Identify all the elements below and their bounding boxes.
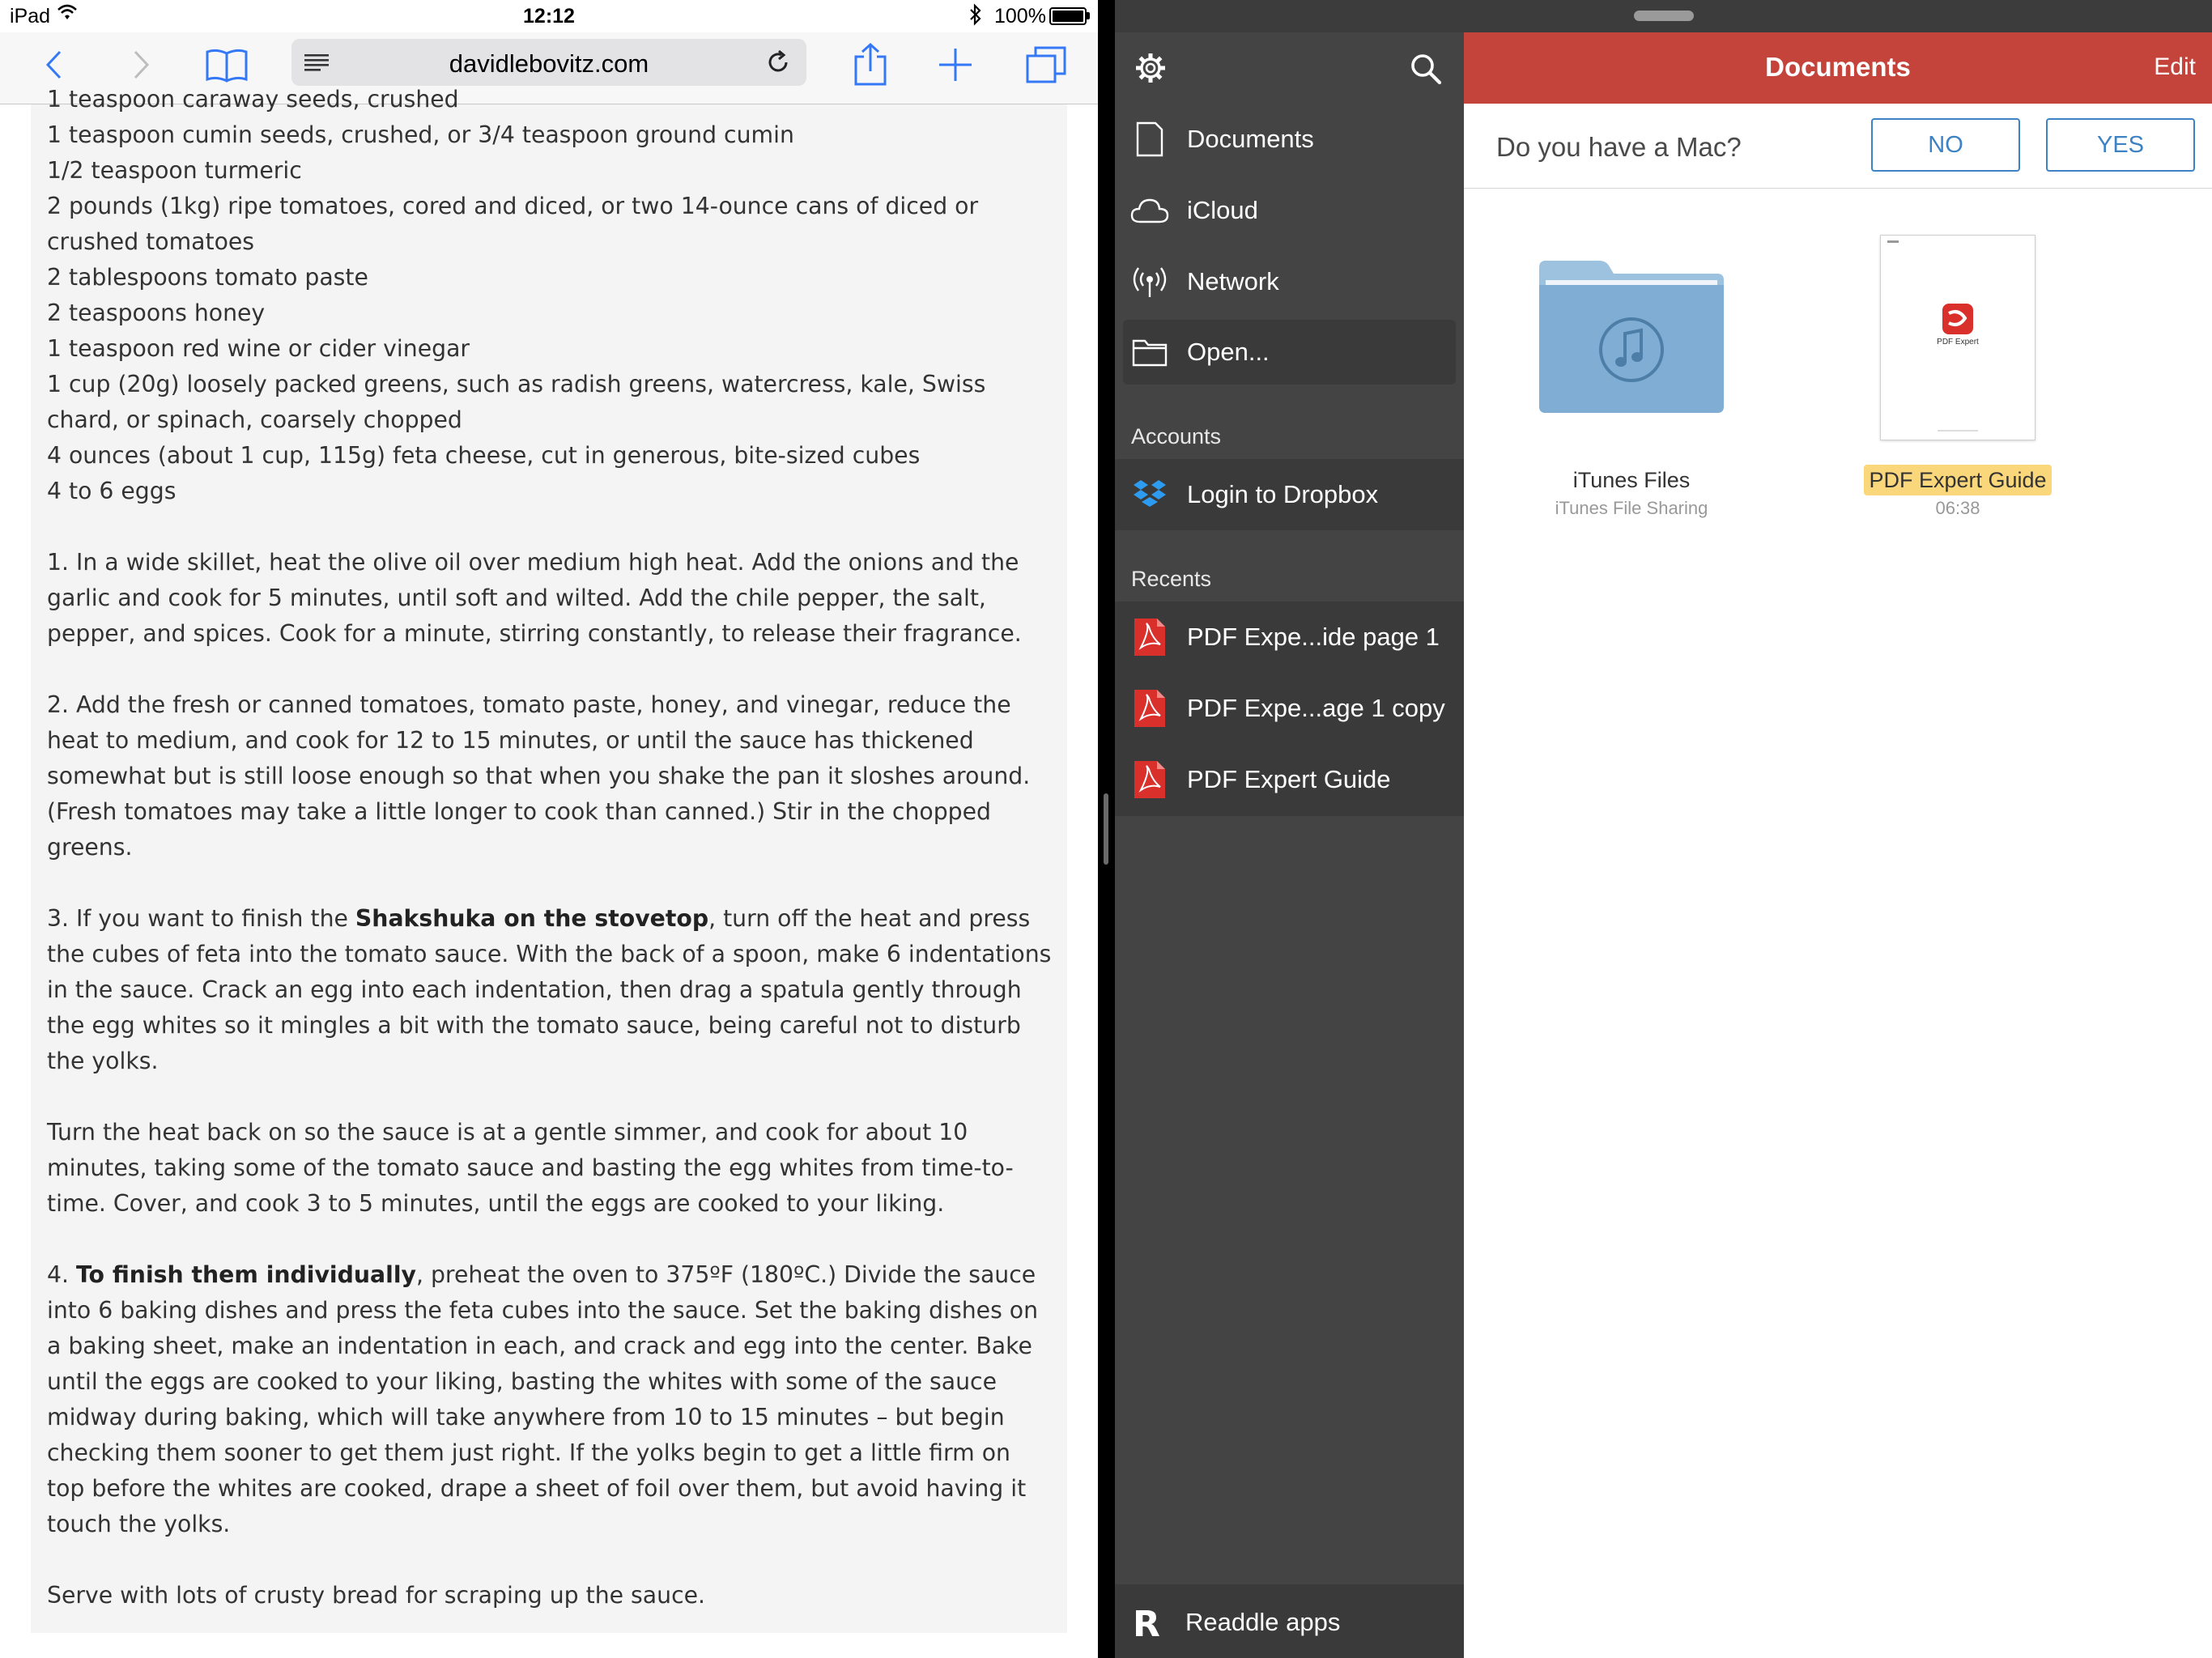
sidebar-item-label: PDF Expe...age 1 copy [1187, 694, 1445, 722]
text-run: touch the yolks. [47, 1511, 231, 1537]
chevron-left-icon [45, 49, 62, 80]
address-bar[interactable] [291, 39, 806, 86]
recents-heading: Recents [1131, 567, 1212, 591]
readdle-apps-label: Readdle apps [1185, 1608, 1341, 1636]
article-line [47, 153, 1059, 189]
battery-icon [1049, 7, 1087, 25]
text-run: 1 cup (20g) loosely packed greens, such as radish greens, watercress, kale, Swiss [47, 371, 986, 397]
paragraph-gap [47, 1542, 1059, 1578]
article-line [47, 901, 1059, 937]
sidebar-item-label: PDF Expert Guide [1187, 765, 1391, 793]
reload-icon[interactable] [764, 49, 792, 80]
recent-item[interactable] [1115, 602, 1464, 673]
text-run: in the sauce. Crack an egg into each indentation, then drag a spatula gently through [47, 976, 1022, 1003]
article-line [47, 1400, 1059, 1435]
article-line [47, 1115, 1059, 1150]
text-run: (Fresh tomatoes may take a little longer to cook than canned.) Stir in the chopped [47, 798, 992, 825]
sidebar-item-label: Network [1187, 267, 1279, 295]
bold-text: To finish them individually [76, 1261, 416, 1288]
pdf-thumbnail [1853, 235, 2063, 439]
edit-button[interactable]: Edit [2154, 53, 2196, 80]
text-run: into 6 baking dishes and press the feta cubes into the sauce. Set the baking dishes on [47, 1297, 1039, 1324]
text-run: 1 teaspoon red wine or cider vinegar [47, 335, 470, 362]
sidebar-item-label: Login to Dropbox [1187, 480, 1379, 508]
text-run: a baking sheet, make an indentation in each, and crack and egg into the center. Bake [47, 1333, 1032, 1359]
text-run: 2 pounds (1kg) ripe tomatoes, cored and diced, or two 14-ounce cans of diced or [47, 193, 979, 219]
thumbnail-caption: PDF Expert [1937, 338, 1979, 346]
article-line [47, 972, 1059, 1008]
article-line [47, 1257, 1059, 1293]
text-run: midway during baking, which will take anywhere from 10 to 15 minutes – but begin [47, 1404, 1005, 1431]
text-run: 2 teaspoons honey [47, 300, 266, 326]
readdle-logo-icon: R [1133, 1604, 1160, 1645]
file-tile-pdf-expert-guide[interactable] [1853, 235, 2063, 519]
folder-icon [1131, 331, 1168, 373]
text-run: 2. Add the fresh or canned tomatoes, tomato paste, honey, and vinegar, reduce the [47, 691, 1011, 718]
clock: 12:12 [523, 5, 575, 28]
article-line [47, 295, 1059, 331]
article-line [47, 1044, 1059, 1079]
article-line [47, 260, 1059, 295]
paragraph-gap [47, 865, 1059, 901]
chevron-right-icon [133, 49, 151, 80]
sidebar-item-network[interactable] [1115, 246, 1464, 317]
text-run: heat to medium, and cook for 12 to 15 minutes, or until the sauce has thickened [47, 727, 974, 754]
article-line [47, 1364, 1059, 1400]
article-line [47, 1471, 1059, 1507]
text-run: 2 tablespoons tomato paste [47, 264, 368, 291]
file-subtitle: iTunes File Sharing [1555, 498, 1708, 518]
url-host: davidlebovitz.com [449, 49, 649, 78]
recent-item[interactable] [1115, 673, 1464, 744]
paragraph-gap [47, 1222, 1059, 1257]
pdf-file-icon [1131, 759, 1168, 801]
article-line [47, 367, 1059, 402]
accounts-heading: Accounts [1131, 424, 1222, 449]
readdle-apps-button[interactable] [1115, 1584, 1464, 1658]
text-run: Turn the heat back on so the sauce is at a gentle simmer, and cook for about 10 [47, 1119, 968, 1146]
network-icon [1131, 261, 1168, 303]
text-run: somewhat but is still loose enough so that when you shake the pan it sloshes around. [47, 763, 1031, 789]
status-bar [0, 0, 1098, 32]
article-line [47, 1293, 1059, 1329]
text-run: Serve with lots of crusty bread for scraping up the sauce. [47, 1582, 706, 1609]
article-line [47, 189, 1059, 224]
text-run: the egg whites so it mingles a bit with the tomato sauce, being careful not to disturb [47, 1012, 1021, 1039]
article-line [47, 331, 1059, 367]
article-line [47, 1008, 1059, 1044]
recipe-article [47, 82, 1059, 1613]
text-run: pepper, and spices. Cook for a minute, stirring constantly, to release their fragrance. [47, 620, 1022, 647]
article-line [47, 438, 1059, 474]
music-folder-icon [1526, 235, 1737, 439]
text-run: the yolks. [47, 1048, 159, 1074]
dropbox-icon [1131, 474, 1168, 516]
search-icon[interactable] [1409, 52, 1443, 90]
split-view-divider[interactable] [1098, 0, 1115, 1658]
text-run: until the eggs are cooked to your liking, basting the whites with some of the sauce [47, 1368, 997, 1395]
plus-icon [938, 47, 973, 83]
file-name: iTunes Files [1572, 468, 1691, 492]
text-run: minutes, taking some of the tomato sauce and basting the egg whites from time-to- [47, 1154, 1014, 1181]
share-icon [853, 42, 888, 87]
text-run: greens. [47, 834, 133, 861]
sidebar-top-bar [1115, 32, 1464, 104]
article-line [47, 1329, 1059, 1364]
text-run: the cubes of feta into the tomato sauce. With the back of a spoon, make 6 indentations [47, 941, 1052, 967]
article-line [47, 1435, 1059, 1471]
sidebar [1115, 32, 1464, 1658]
slide-over-bar [1115, 0, 2212, 32]
recent-item[interactable] [1115, 744, 1464, 815]
text-run: 1/2 teaspoon turmeric [47, 157, 302, 184]
safari-window [0, 0, 1098, 1658]
text-run: 1. In a wide skillet, heat the olive oil over medium high heat. Add the onions and the [47, 549, 1019, 576]
pdf-file-icon [1131, 687, 1168, 729]
sidebar-item-label: PDF Expe...ide page 1 [1187, 623, 1440, 651]
article-line [47, 1578, 1059, 1613]
article-line [47, 545, 1059, 580]
pdf-file-icon [1131, 616, 1168, 658]
mac-question: Do you have a Mac? [1496, 132, 1742, 162]
text-run: 1 teaspoon cumin seeds, crushed, or 3/4 teaspoon ground cumin [47, 121, 794, 148]
article-line [47, 830, 1059, 865]
file-tile-itunes[interactable] [1526, 235, 1737, 519]
document-icon [1131, 118, 1168, 160]
sidebar-item-label: Open... [1187, 338, 1270, 366]
text-run: 3. If you want to finish the [47, 905, 355, 932]
text-run: chard, or spinach, coarsely chopped [47, 406, 462, 433]
nav-bar [1464, 32, 2212, 104]
text-run: top before the whites are cooked, drape a sheet of foil over them, but avoid having it [47, 1475, 1027, 1502]
split-view-handle[interactable] [1104, 793, 1108, 865]
file-name-selected: PDF Expert Guide [1864, 465, 2051, 495]
file-time: 06:38 [1935, 498, 1980, 518]
bluetooth-icon [968, 3, 983, 32]
sidebar-item-documents[interactable] [1115, 104, 1464, 175]
pdf-expert-window [1115, 0, 2212, 1658]
device-name: iPad [10, 5, 51, 28]
sidebar-item-label: Documents [1187, 125, 1314, 153]
article-line [47, 759, 1059, 794]
text-run: checking them sooner to get them just right. If the yolks begin to get a little firm on [47, 1439, 1010, 1466]
text-run: , turn off the heat and press [708, 905, 1031, 932]
paragraph-gap [47, 509, 1059, 545]
text-run: crushed tomatoes [47, 228, 255, 255]
mac-prompt-bar [1464, 104, 2212, 189]
article-line [47, 1150, 1059, 1186]
battery-percent: 100% [994, 5, 1046, 28]
article-line [47, 723, 1059, 759]
tabs-icon [1025, 45, 1067, 84]
page-title: Documents [1765, 52, 1911, 82]
article-line [47, 937, 1059, 972]
article-line [47, 117, 1059, 153]
article-line [47, 1507, 1059, 1542]
cloud-icon [1131, 189, 1168, 232]
yes-button[interactable]: YES [2046, 118, 2195, 172]
sidebar-item-label: iCloud [1187, 196, 1258, 224]
article-line [47, 402, 1059, 438]
article-line [47, 82, 1059, 117]
slide-over-grabber[interactable] [1634, 11, 1694, 21]
sidebar-item-open[interactable] [1123, 320, 1456, 385]
bold-text: Shakshuka on the stovetop [355, 905, 709, 932]
webpage-content[interactable] [31, 86, 1067, 1633]
paragraph-gap [47, 1079, 1059, 1115]
text-run: 4 ounces (about 1 cup, 115g) feta cheese, cut in generous, bite-sized cubes [47, 442, 921, 469]
article-line [47, 616, 1059, 652]
text-run: 4. [47, 1261, 76, 1288]
no-button[interactable]: NO [1871, 118, 2020, 172]
book-icon [204, 47, 249, 83]
text-run: time. Cover, and cook 3 to 5 minutes, until the eggs are cooked to your liking. [47, 1190, 945, 1217]
text-run: , preheat the oven to 375ºF (180ºC.) Divide the sauce [415, 1261, 1036, 1288]
article-line [47, 794, 1059, 830]
article-line [47, 580, 1059, 616]
text-run: 4 to 6 eggs [47, 478, 177, 504]
text-run: garlic and cook for 5 minutes, until soft and wilted. Add the chile pepper, the salt, [47, 585, 986, 611]
sidebar-item-dropbox[interactable] [1115, 459, 1464, 530]
article-line [47, 224, 1059, 260]
article-line [47, 1186, 1059, 1222]
paragraph-gap [47, 652, 1059, 687]
article-line [47, 474, 1059, 509]
pdf-expert-logo-icon [1942, 304, 1973, 334]
text-run: 1 teaspoon caraway seeds, crushed [47, 86, 459, 113]
sidebar-item-icloud[interactable] [1115, 175, 1464, 246]
gear-icon[interactable] [1133, 50, 1168, 90]
article-line [47, 687, 1059, 723]
